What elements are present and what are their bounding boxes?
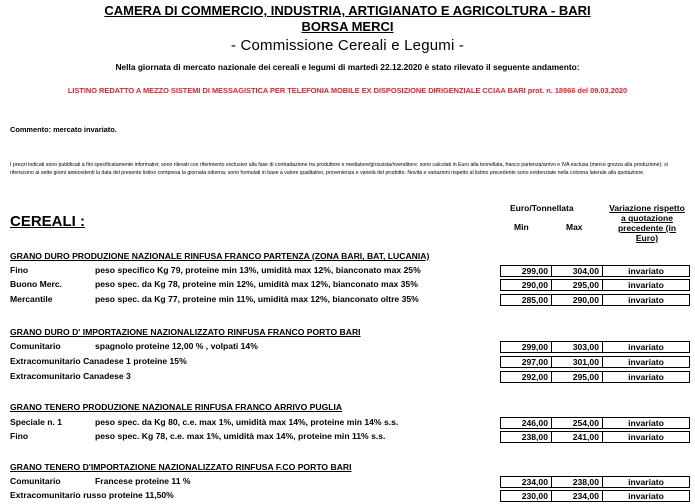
- exchange-title: BORSA MERCI: [301, 19, 394, 34]
- row-name: Fino: [10, 431, 29, 441]
- variation-cell: invariato: [602, 265, 690, 277]
- min-price: 238,00: [500, 431, 552, 443]
- table-row: [10, 265, 680, 278]
- row-name: Fino: [10, 265, 29, 275]
- row-name: Extracomunitario Canadese 1 proteine 15%: [10, 356, 187, 366]
- variation-cell: invariato: [602, 490, 690, 502]
- section-title: GRANO TENERO D'IMPORTAZIONE NAZIONALIZZATO RINFUSA F.CO PORTO BARI: [10, 462, 352, 472]
- row-name: Extracomunitario Canadese 3: [10, 371, 131, 381]
- section-title: GRANO DURO D' IMPORTAZIONE NAZIONALIZZATO RINFUSA FRANCO PORTO BARI: [10, 327, 361, 337]
- max-price: 301,00: [551, 356, 603, 368]
- chamber-title: CAMERA DI COMMERCIO, INDUSTRIA, ARTIGIANATO E AGRICOLTURA - BARI: [104, 3, 591, 18]
- variation-cell: invariato: [602, 341, 690, 353]
- max-price: 295,00: [551, 279, 603, 291]
- min-price: 297,00: [500, 356, 552, 368]
- variation-cell: invariato: [602, 279, 690, 291]
- table-row: [10, 356, 680, 369]
- row-spec: peso spec. da Kg 80, c.e. max 1%, umidità max 14%, proteine min 14% s.s.: [95, 417, 399, 427]
- row-name: Extracomunitario russo proteine 11,50%: [10, 490, 174, 500]
- table-row: [10, 476, 680, 489]
- row-name: Buono Merc.: [10, 279, 63, 289]
- variation-cell: invariato: [602, 476, 690, 488]
- unit-header: Euro/Tonnellata: [510, 203, 574, 213]
- table-row: [10, 490, 680, 503]
- min-header: Min: [514, 222, 529, 232]
- max-price: 238,00: [551, 476, 603, 488]
- max-price: 304,00: [551, 265, 603, 277]
- variation-cell: invariato: [602, 356, 690, 368]
- min-price: 234,00: [500, 476, 552, 488]
- messaging-notice: LISTINO REDATTO A MEZZO SISTEMI DI MESSAGISTICA PER TELEFONIA MOBILE EX DISPOSIZIONE DIRIGENZIALE CCIAA BARI prot. n. 18966 del 09.03.2020: [67, 86, 628, 95]
- variation-cell: invariato: [602, 431, 690, 443]
- row-spec: peso spec. da Kg 78, proteine min 12%, umidità max 12%, bianconato max 35%: [95, 279, 418, 289]
- section-title: GRANO DURO PRODUZIONE NAZIONALE RINFUSA FRANCO PARTENZA (ZONA BARI, BAT, LUCANIA): [10, 251, 430, 261]
- category-title: CEREALI :: [10, 213, 85, 230]
- intro-text: Nella giornata di mercato nazionale dei cereali e legumi di martedì 22.12.2020 è stato rilevato il seguente andamento:: [115, 62, 580, 72]
- max-price: 295,00: [551, 371, 603, 383]
- table-row: [10, 371, 680, 384]
- max-header: Max: [566, 222, 583, 232]
- row-spec: spagnolo proteine 12,00 % , volpati 14%: [95, 341, 258, 351]
- min-price: 246,00: [500, 417, 552, 429]
- table-row: [10, 294, 680, 307]
- table-row: [10, 431, 680, 444]
- row-name: Comunitario: [10, 341, 61, 351]
- min-price: 230,00: [500, 490, 552, 502]
- table-row: [10, 341, 680, 354]
- section-title: GRANO TENERO PRODUZIONE NAZIONALE RINFUSA FRANCO ARRIVO PUGLIA: [10, 402, 343, 412]
- table-row: [10, 279, 680, 292]
- min-price: 299,00: [500, 265, 552, 277]
- row-spec: peso spec. Kg 78, c.e. max 1%, umidità max 14%, proteine min 11% s.s.: [95, 431, 386, 441]
- max-price: 254,00: [551, 417, 603, 429]
- commission-title: - Commissione Cereali e Legumi -: [230, 37, 465, 54]
- disclaimer-text: I prezzi indicati sono pubblicati a fini specificatamente informativi; sono rilevati con riferimento esclusivo alla fase di contrattazione tra produttore e mediatore/grossista/rivenditore; sono calcolati in Euro alla tonnellata, franco partenza/arrivo e IVA esclusa (merce grezza alla produzione); si riferiscono ai sette giorni antecedenti la data del presente listino compresa la giornata odierna; sono formulati in base a valore qualitativo, provenienza e varietà del prodotto. Novità e variazioni rispetto al listino precedente sono evidenziate nella colonna laterale alla quotazione.: [10, 162, 668, 177]
- row-name: Comunitario: [10, 476, 61, 486]
- variation-cell: invariato: [602, 371, 690, 383]
- min-price: 292,00: [500, 371, 552, 383]
- min-price: 285,00: [500, 294, 552, 306]
- max-price: 234,00: [551, 490, 603, 502]
- row-name: Mercantile: [10, 294, 53, 304]
- table-row: [10, 417, 680, 430]
- min-price: 299,00: [500, 341, 552, 353]
- max-price: 241,00: [551, 431, 603, 443]
- variation-cell: invariato: [602, 294, 690, 306]
- max-price: 303,00: [551, 341, 603, 353]
- min-price: 290,00: [500, 279, 552, 291]
- max-price: 290,00: [551, 294, 603, 306]
- row-name: Speciale n. 1: [10, 417, 63, 427]
- row-spec: peso spec. da Kg 77, proteine min 11%, umidità max 12%, bianconato oltre 35%: [95, 294, 419, 304]
- variation-cell: invariato: [602, 417, 690, 429]
- row-spec: peso specifico Kg 79, proteine min 13%, umidità max 12%, bianconato max 25%: [95, 265, 421, 275]
- variation-header: Variazione rispetto a quotazione precedente (in Euro): [609, 203, 685, 243]
- row-spec: Francese proteine 11 %: [95, 476, 191, 486]
- market-comment: Commento: mercato invariato.: [10, 125, 117, 134]
